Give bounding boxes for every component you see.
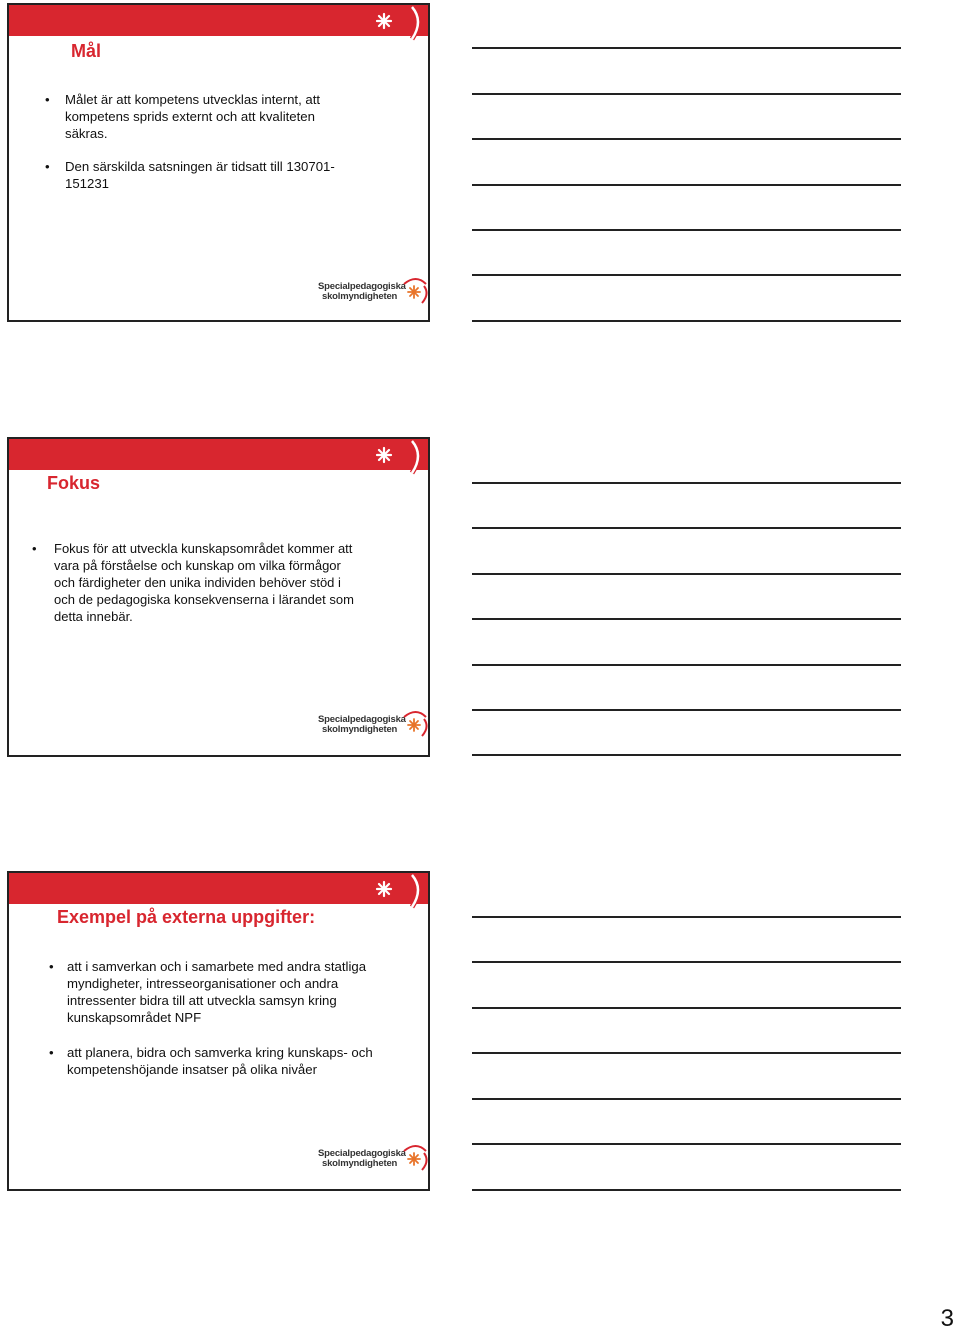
page-number: 3 xyxy=(940,1305,954,1332)
star-swirl-icon xyxy=(400,709,430,739)
note-line xyxy=(472,93,901,95)
logo-line-2: skolmyndigheten xyxy=(322,291,398,302)
slide-header-bar xyxy=(9,5,428,36)
logo-line-2: skolmyndigheten xyxy=(322,724,398,735)
note-line xyxy=(472,618,901,620)
list-item: • Den särskilda satsningen är tidsatt till 130701-151231 xyxy=(45,159,335,191)
bullet-list xyxy=(49,958,389,1078)
slide-header-bar xyxy=(9,873,428,904)
slide-title: Exempel på externa uppgifter: xyxy=(57,907,316,927)
note-line xyxy=(472,1189,901,1191)
note-line xyxy=(472,664,901,666)
star-bracket-icon xyxy=(370,439,428,477)
slide-title: Fokus xyxy=(47,473,101,493)
note-line xyxy=(472,138,901,140)
note-line xyxy=(472,573,901,575)
note-line xyxy=(472,229,901,231)
logo-line-1: Specialpedagogiska xyxy=(318,1148,406,1159)
note-line xyxy=(472,320,901,322)
slide-header-bar xyxy=(9,439,428,470)
note-line xyxy=(472,1143,901,1145)
list-item: • att i samverkan och i samarbete med andra statliga myndigheter, intresseorganisationer och andra intressenter bidra till att utveckla samsyn kring kunskapsområdet NPF xyxy=(49,959,367,1025)
bullet-list xyxy=(45,91,345,192)
star-bracket-icon xyxy=(370,5,428,43)
agency-logo xyxy=(318,1143,430,1175)
note-line xyxy=(472,1007,901,1009)
logo-line-1: Specialpedagogiska xyxy=(318,281,406,292)
slide-fokus xyxy=(7,437,430,757)
slide-externa-uppgifter xyxy=(7,871,430,1191)
list-item: • Fokus för att utveckla kunskapsområdet kommer att vara på förståelse och kunskap om vilka förmågor och färdigheter den unika individen behöver stöd i och de pedagogiska konsekvenserna i lärandet som detta innebär. xyxy=(32,541,354,624)
slide-title: Mål xyxy=(71,41,102,61)
list-item: • Målet är att kompetens utvecklas internt, att kompetens sprids externt och att kvaliteten säkras. xyxy=(45,92,321,141)
note-line xyxy=(472,527,901,529)
note-line xyxy=(472,916,901,918)
note-line xyxy=(472,184,901,186)
note-line xyxy=(472,1052,901,1054)
star-bracket-icon xyxy=(370,873,428,911)
logo-line-2: skolmyndigheten xyxy=(322,1158,398,1169)
agency-logo xyxy=(318,276,430,308)
bullet-list xyxy=(32,540,362,625)
note-line xyxy=(472,274,901,276)
star-swirl-icon xyxy=(400,1143,430,1173)
note-line xyxy=(472,482,901,484)
note-line xyxy=(472,709,901,711)
note-line xyxy=(472,47,901,49)
slide-mal xyxy=(7,3,430,322)
note-line xyxy=(472,961,901,963)
list-item: • att planera, bidra och samverka kring kunskaps- och kompetenshöjande insatser på olika nivåer xyxy=(49,1045,373,1077)
logo-line-1: Specialpedagogiska xyxy=(318,714,406,725)
note-line xyxy=(472,1098,901,1100)
star-swirl-icon xyxy=(400,276,430,306)
agency-logo xyxy=(318,709,430,741)
note-line xyxy=(472,754,901,756)
